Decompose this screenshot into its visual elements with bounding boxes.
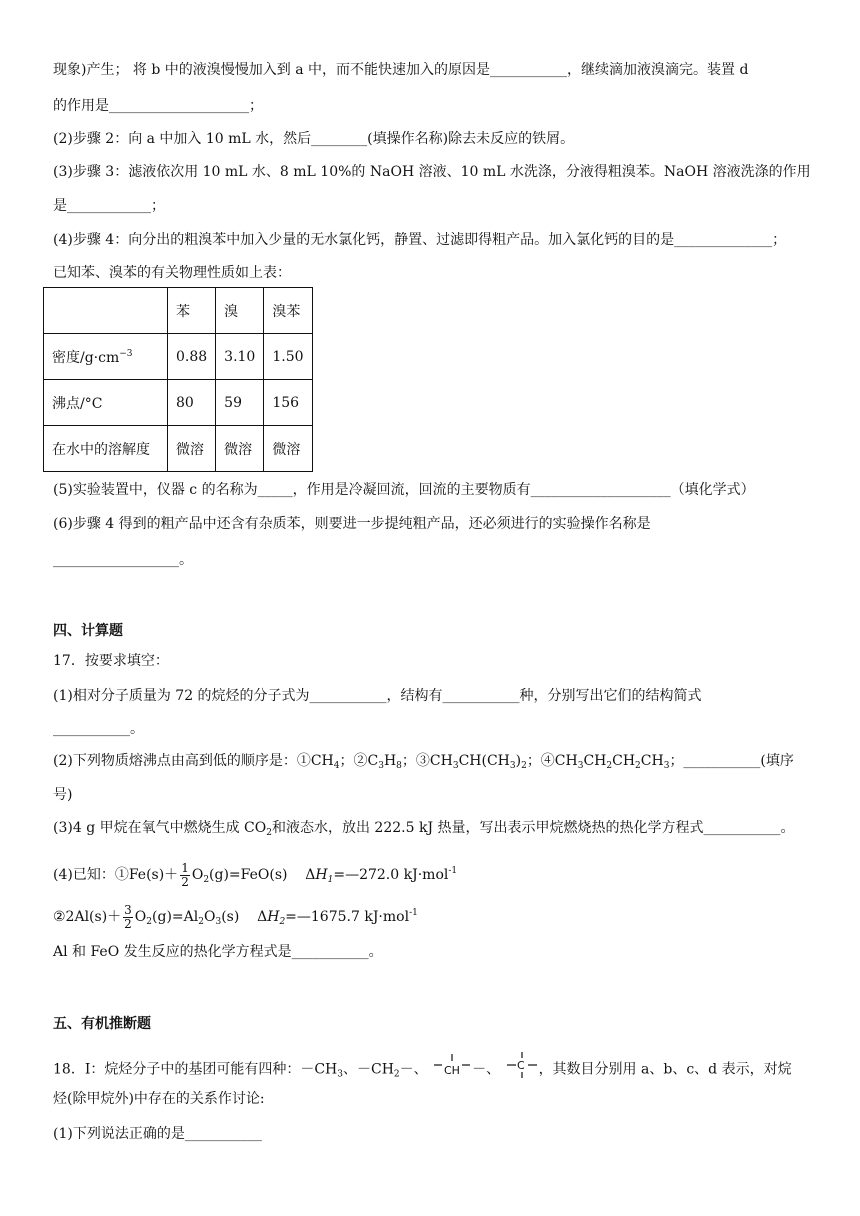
q18-part1: (1)下列说法正确的是___________ bbox=[53, 1126, 262, 1142]
step6-line-cont: __________________。 bbox=[53, 552, 193, 568]
step5-line: (5)实验装置中，仪器 c 的名称为_____，作用是冷凝回流，回流的主要物质有____________________（填化学式） bbox=[53, 482, 755, 498]
step3-line: (3)步骤 3：滤液依次用 10 mL 水、8 mL 10%的 NaOH 溶液、10 mL 水洗涤，分液得粗溴苯。NaOH 溶液洗涤的作用 bbox=[53, 164, 811, 180]
q17-part1-cont: ___________。 bbox=[53, 721, 144, 737]
table-cell: 80 bbox=[168, 380, 216, 426]
step2-line: (2)步骤 2：向 a 中加入 10 mL 水，然后________(填操作名称)除去未反应的铁屑。 bbox=[53, 131, 575, 147]
properties-table bbox=[43, 287, 313, 472]
q17-part2-cont: 号) bbox=[53, 787, 73, 803]
table-cell: 3.10 bbox=[216, 334, 264, 380]
methine-group-icon bbox=[432, 1052, 472, 1087]
q17-part1: (1)相对分子质量为 72 的烷烃的分子式为___________，结构有___________种，分别写出它们的结构简式 bbox=[53, 688, 702, 704]
table-intro-line: 已知苯、溴苯的有关物理性质如上表： bbox=[53, 265, 291, 281]
q17-part3: (3)4 g 甲烷在氧气中燃烧生成 $CO_2$和液态水，放出 222.5 kJ 热量，写出表示甲烷燃烧热的热化学方程式___________。 bbox=[53, 820, 795, 838]
q17-title: 17．按要求填空： bbox=[53, 653, 169, 669]
table-row bbox=[44, 426, 313, 472]
table-cell: 微溶 bbox=[264, 426, 312, 472]
step4-line: (4)步骤 4：向分出的粗溴苯中加入少量的无水氯化钙，静置、过滤即得粗产品。加入氯化钙的目的是______________； bbox=[53, 232, 787, 248]
text-line-1: 现象)产生； 将 b 中的液溴慢慢加入到 a 中，而不能快速加入的原因是___________，继续滴加液溴滴完。装置 d bbox=[53, 62, 749, 78]
table-cell: 微溶 bbox=[216, 426, 264, 472]
section-heading-calc: 四、计算题 bbox=[53, 623, 123, 639]
q17-part4-eq1: (4)已知：①Fe(s)＋ $\frac{1}{2}$ $O_2(g)=FeO(s)$ $\Delta H_1=—272.0$ kJ·mol$^{-1}$ bbox=[53, 860, 458, 889]
q18-line-cont: 烃(除甲烷外)中存在的关系作讨论: bbox=[53, 1091, 265, 1107]
table-header-cell bbox=[44, 288, 168, 334]
quaternary-carbon-icon bbox=[505, 1050, 539, 1089]
table-row-label: 在水中的溶解度 bbox=[44, 426, 168, 472]
svg-text:C: C bbox=[516, 1059, 525, 1072]
q17-part4-eq2: ②2Al(s)＋ $\frac{3}{2}$ $O_2(g)=Al_2O_3(s)$ $\Delta H_2=—1675.7$ kJ·mol$^{-1}$ bbox=[53, 902, 418, 931]
table-header-row bbox=[44, 288, 313, 334]
table-header-cell: 苯 bbox=[168, 288, 216, 334]
svg-text:CH: CH bbox=[444, 1064, 461, 1077]
q18-line: 18．I：烷烃分子中的基团可能有四种：$-CH_3$、$-CH_2-$、 CH －、 C ，其数目分别用 a、b、c、d 表示，对烷 bbox=[53, 1050, 792, 1089]
table-cell: 59 bbox=[216, 380, 264, 426]
text-line-2: 的作用是____________________； bbox=[53, 98, 263, 114]
table-cell: 156 bbox=[264, 380, 312, 426]
step6-line: (6)步骤 4 得到的粗产品中还含有杂质苯，则要进一步提纯粗产品，还必须进行的实验操作名称是 bbox=[53, 516, 651, 532]
table-header-cell: 溴 bbox=[216, 288, 264, 334]
section-heading-organic: 五、有机推断题 bbox=[53, 1016, 151, 1032]
table-cell: 0.88 bbox=[168, 334, 216, 380]
step3-line-cont: 是____________； bbox=[53, 198, 165, 214]
table-row-label: 密度$/g\cdot cm^{-3}$ bbox=[44, 334, 168, 380]
table-cell: 1.50 bbox=[264, 334, 312, 380]
table-row bbox=[44, 334, 313, 380]
table-row bbox=[44, 380, 313, 426]
table-cell: 微溶 bbox=[168, 426, 216, 472]
q17-part2: (2)下列物质熔沸点由高到低的顺序是：$①CH_4$；$②C_3H_8$；$③CH_3CH(CH_3)_2$；$④CH_3CH_2CH_2CH_3$；___________(填序 bbox=[53, 753, 794, 771]
q17-part4-ask: Al 和 FeO 发生反应的热化学方程式是___________。 bbox=[53, 944, 383, 960]
table-header-cell: 溴苯 bbox=[264, 288, 312, 334]
table-row-label: 沸点/°C bbox=[44, 380, 168, 426]
